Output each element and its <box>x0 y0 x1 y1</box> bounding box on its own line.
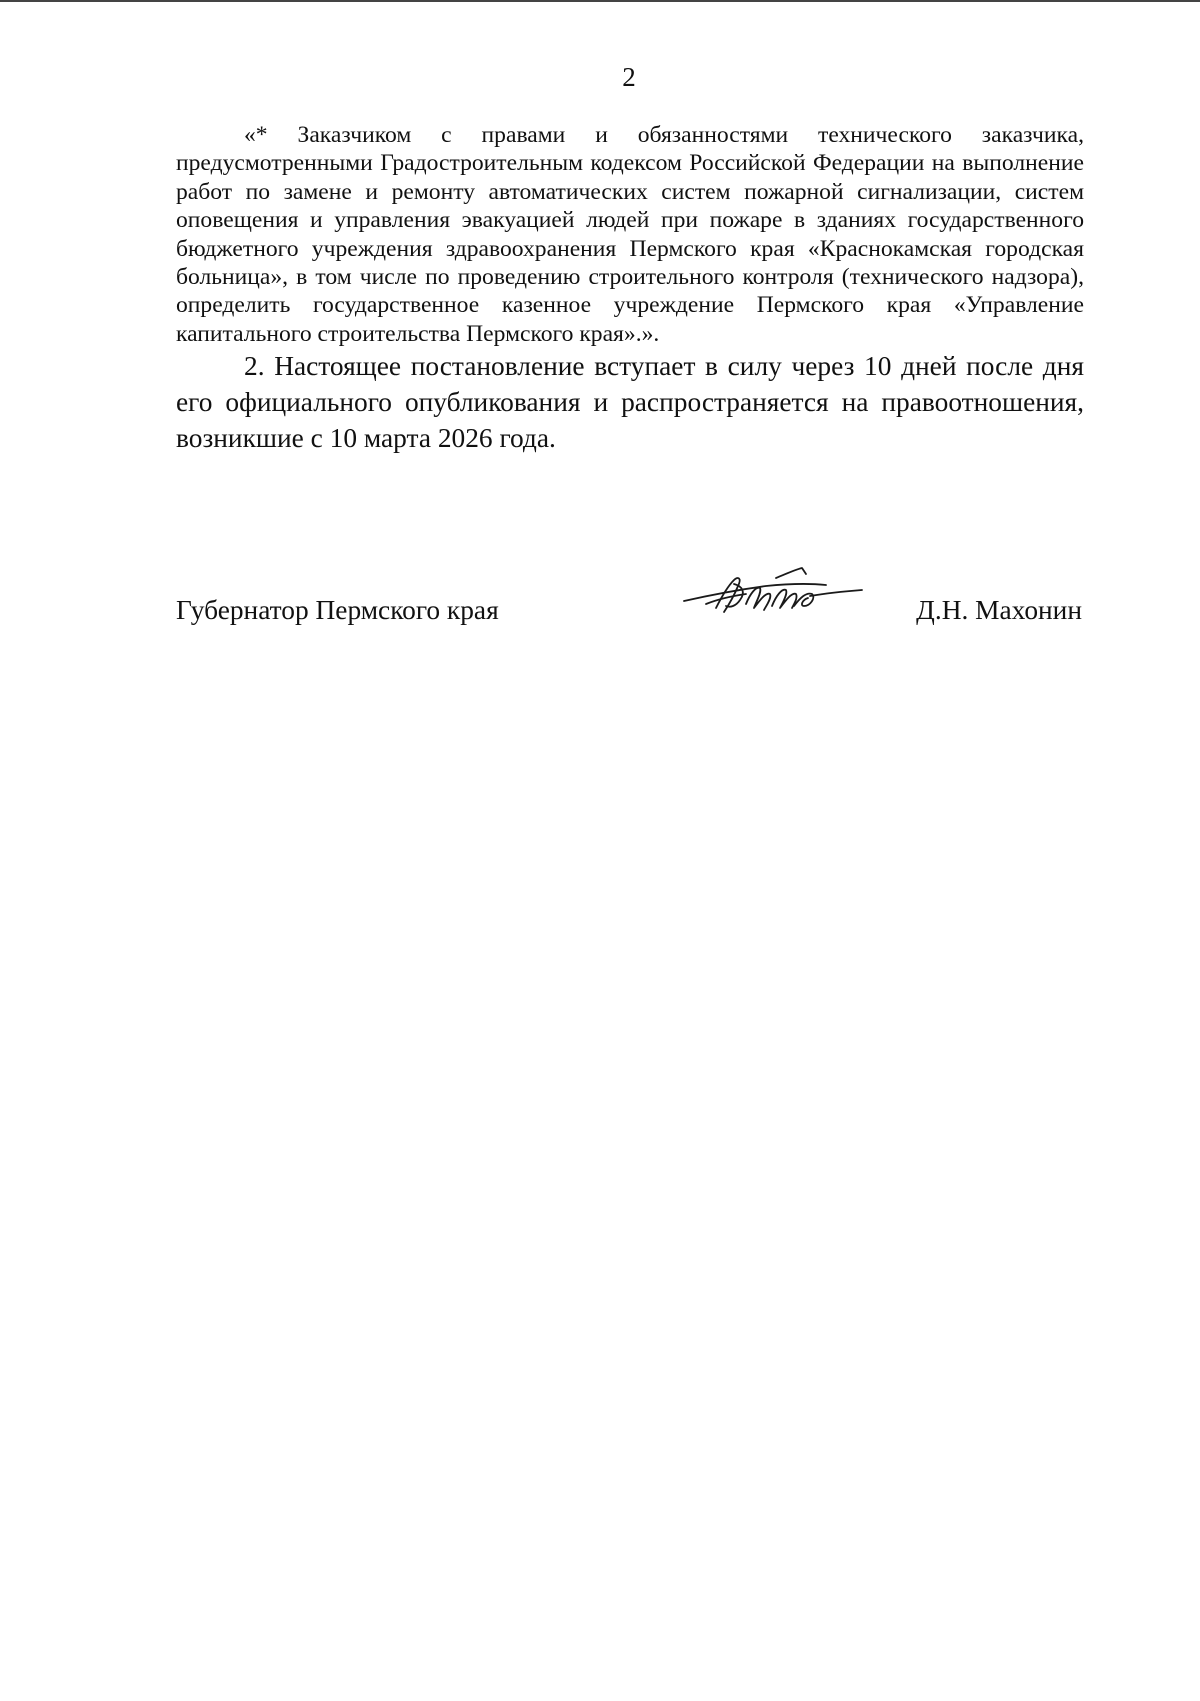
signature-block <box>176 590 1082 630</box>
signatory-name: Д.Н. Махонин <box>916 595 1082 625</box>
amendment-clause: «* Заказчиком с правами и обязанностями технического заказчика, предусмотренными Градостроительным кодексом Российской Федерации на выполнение работ по замене и ремонту автоматических систем пожарной сигнализации, систем оповещения и управления эвакуацией людей при пожаре в зданиях государственного бюджетного учреждения здравоохранения Пермского края «Краснокамская городская больница», в том числе по проведению строительного контроля (технического надзора), определить государственное казенное учреждение Пермского края «Управление капитального строительства Пермского края».». <box>176 122 1084 347</box>
page-number: 2 <box>622 62 636 92</box>
signatory-position: Губернатор Пермского края <box>176 595 499 625</box>
scan-top-edge <box>0 0 1200 2</box>
point-2-paragraph: 2. Настоящее постановление вступает в силу через 10 дней после дня его официального опубликования и распространяется на правоотношения, возникшие с 10 марта 2026 года. <box>176 351 1084 453</box>
handwritten-signature <box>676 556 866 628</box>
